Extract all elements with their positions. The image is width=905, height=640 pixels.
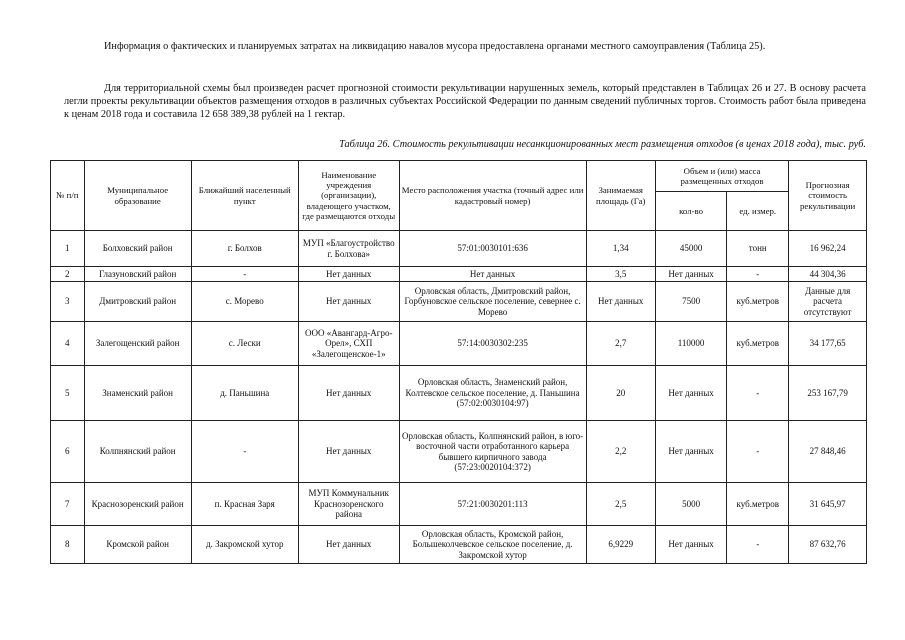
cell-municipality: Знаменский район: [84, 366, 191, 421]
cell-area: 1,34: [586, 231, 655, 267]
header-area: Занимаемая площадь (Га): [586, 161, 655, 231]
cell-qty: Нет данных: [655, 526, 726, 564]
cell-settlement: п. Красная Заря: [191, 483, 298, 526]
cell-organization: МУП «Благоустройство г. Болхова»: [298, 231, 399, 267]
cell-location: 57:21:0030201:113: [399, 483, 586, 526]
cell-unit: куб.метров: [727, 322, 789, 366]
header-qty: кол-во: [655, 192, 726, 231]
cell-organization: МУП Коммунальник Краснозоренского района: [298, 483, 399, 526]
cell-cost: 87 632,76: [789, 526, 867, 564]
cell-settlement: с. Морево: [191, 282, 298, 322]
cell-num: 3: [51, 282, 85, 322]
cell-area: 3,5: [586, 267, 655, 282]
cell-area: 2,7: [586, 322, 655, 366]
cell-qty: Нет данных: [655, 267, 726, 282]
cell-unit: -: [727, 366, 789, 421]
cell-municipality: Болховский район: [84, 231, 191, 267]
cell-municipality: Колпнянский район: [84, 421, 191, 483]
cell-organization: ООО «Авангард-Агро-Орел», СХП «Залегощенское-1»: [298, 322, 399, 366]
cell-unit: куб.метров: [727, 483, 789, 526]
cell-unit: куб.метров: [727, 282, 789, 322]
cell-area: Нет данных: [586, 282, 655, 322]
cell-municipality: Залегощенский район: [84, 322, 191, 366]
header-settlement: Ближайший населенный пункт: [191, 161, 298, 231]
cell-location: 57:01:0030101:636: [399, 231, 586, 267]
cell-organization: Нет данных: [298, 366, 399, 421]
table-row: [51, 526, 867, 564]
table-row: [51, 366, 867, 421]
cell-cost: 16 962,24: [789, 231, 867, 267]
cell-cost: 34 177,65: [789, 322, 867, 366]
cell-area: 6,9229: [586, 526, 655, 564]
header-num: № п/п: [51, 161, 85, 231]
table-caption: Таблица 26. Стоимость рекультивации несанкционированных мест размещения отходов (в ценах 2018 года), тыс. руб.: [339, 139, 866, 150]
cell-municipality: Глазуновский район: [84, 267, 191, 282]
cell-qty: Нет данных: [655, 421, 726, 483]
table-row: [51, 421, 867, 483]
cell-municipality: Дмитровский район: [84, 282, 191, 322]
reclamation-cost-table: [50, 160, 867, 564]
table-body: [51, 231, 867, 564]
cell-unit: -: [727, 267, 789, 282]
cell-location: Орловская область, Колпнянский район, в юго-восточной части отработанного карьера бывшего кирпичного завода (57:23:0020104:372): [399, 421, 586, 483]
cell-settlement: -: [191, 421, 298, 483]
cell-qty: Нет данных: [655, 366, 726, 421]
cell-unit: тонн: [727, 231, 789, 267]
cell-location: Орловская область, Дмитровский район, Горбуновское сельское поселение, севернее с. Морево: [399, 282, 586, 322]
cell-settlement: д. Паньшина: [191, 366, 298, 421]
cell-num: 5: [51, 366, 85, 421]
cell-organization: Нет данных: [298, 421, 399, 483]
cell-location: 57:14:0030302:235: [399, 322, 586, 366]
table-row: [51, 282, 867, 322]
cell-settlement: с. Лески: [191, 322, 298, 366]
table-row: [51, 267, 867, 282]
cell-location: Нет данных: [399, 267, 586, 282]
cell-cost: 27 848,46: [789, 421, 867, 483]
header-cost: Прогнозная стоимость рекультивации: [789, 161, 867, 231]
cell-organization: Нет данных: [298, 282, 399, 322]
cell-settlement: г. Болхов: [191, 231, 298, 267]
cell-area: 2,2: [586, 421, 655, 483]
cell-settlement: д. Закромской хутор: [191, 526, 298, 564]
cell-unit: -: [727, 421, 789, 483]
cell-num: 7: [51, 483, 85, 526]
cell-settlement: -: [191, 267, 298, 282]
cell-cost: 253 167,79: [789, 366, 867, 421]
header-organization: Наименование учреждения (организации), владеющего участком, где размещаются отходы: [298, 161, 399, 231]
cell-qty: 5000: [655, 483, 726, 526]
cell-organization: Нет данных: [298, 526, 399, 564]
cell-area: 20: [586, 366, 655, 421]
cell-num: 2: [51, 267, 85, 282]
cell-qty: 110000: [655, 322, 726, 366]
paragraph-costs-info: Информация о фактических и планируемых затратах на ликвидацию навалов мусора предоставлена органами местного самоуправления (Таблица 25).: [104, 41, 766, 52]
cell-num: 6: [51, 421, 85, 483]
header-volume-group: Объем и (или) масса размещенных отходов: [655, 161, 788, 192]
table-row: [51, 231, 867, 267]
table-row: [51, 483, 867, 526]
cell-municipality: Кромской район: [84, 526, 191, 564]
header-municipality: Муниципальное образование: [84, 161, 191, 231]
cell-num: 4: [51, 322, 85, 366]
paragraph-reclamation-calc: Для территориальной схемы был произведен расчет прогнозной стоимости рекультивации нарушенных земель, который представлен в Таблицах 26 и 27. В основу расчета легли проекты рекультивации объектов размещения отходов в различных субъектах Российской Федерации по данным сведений публичных торгов. Стоимость работ была приведена к ценам 2018 года и составила 12 658 389,38 рублей на 1 гектар.: [64, 83, 866, 121]
cell-area: 2,5: [586, 483, 655, 526]
cell-location: Орловская область, Знаменский район, Колтевское сельское поселение, д. Паньшина (57:02:0030104:97): [399, 366, 586, 421]
table-header-row: [51, 161, 867, 192]
cell-municipality: Краснозоренский район: [84, 483, 191, 526]
cell-organization: Нет данных: [298, 267, 399, 282]
cell-qty: 45000: [655, 231, 726, 267]
cell-cost: 44 304,36: [789, 267, 867, 282]
cell-unit: -: [727, 526, 789, 564]
cell-qty: 7500: [655, 282, 726, 322]
table-row: [51, 322, 867, 366]
header-location: Место расположения участка (точный адрес или кадастровый номер): [399, 161, 586, 231]
header-unit: ед. измер.: [727, 192, 789, 231]
cell-num: 1: [51, 231, 85, 267]
cell-cost: 31 645,97: [789, 483, 867, 526]
cell-location: Орловская область, Кромской район, Большеколчевское сельское поселение, д. Закромской хутор: [399, 526, 586, 564]
cell-num: 8: [51, 526, 85, 564]
cell-cost: Данные для расчета отсутствуют: [789, 282, 867, 322]
